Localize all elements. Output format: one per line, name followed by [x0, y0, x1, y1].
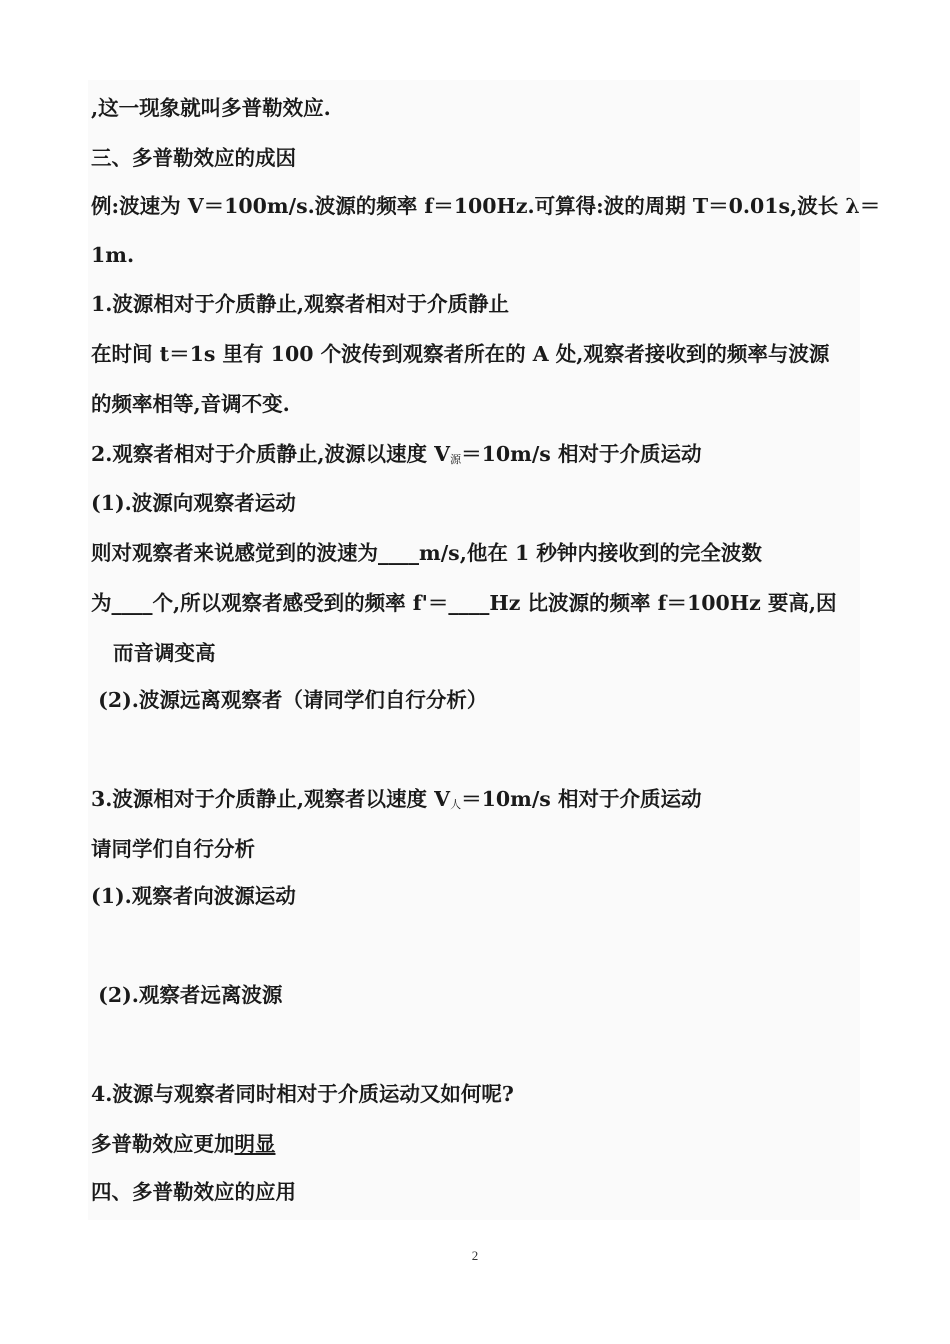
case-2-heading-part2: ＝10m/s 相对于介质运动 — [461, 442, 702, 466]
intro-conclusion-line: ,这一现象就叫多普勒效应. — [91, 96, 331, 120]
case-3-heading-part1: 3.波源相对于介质静止,观察者以速度 V — [91, 787, 451, 811]
case-1-heading: 1.波源相对于介质静止,观察者相对于介质静止 — [91, 292, 510, 316]
case-3-instruction: 请同学们自行分析 — [91, 837, 255, 861]
case-2-heading — [91, 440, 701, 474]
case-2-subcase-2: (2).波源远离观察者（请同学们自行分析） — [91, 688, 488, 712]
case-4-heading: 4.波源与观察者同时相对于介质运动又如何呢? — [91, 1082, 514, 1106]
observer-subscript: 人 — [450, 798, 462, 811]
case-2-fill-blank-1: 则对观察者来说感觉到的波速为____m/s,他在 1 秒钟内接收到的完全波数 — [91, 541, 762, 565]
source-subscript: 源 — [450, 453, 462, 466]
case-1-text-continued: 的频率相等,音调不变. — [91, 392, 290, 416]
case-1-text: 在时间 t＝1s 里有 100 个波传到观察者所在的 A 处,观察者接收到的频率与波源 — [91, 342, 830, 366]
section-heading-causes: 三、多普勒效应的成因 — [91, 146, 296, 170]
page-number: 2 — [471, 1248, 479, 1263]
case-2-subcase-1: (1).波源向观察者运动 — [91, 491, 296, 515]
case-2-heading-part1: 2.观察者相对于介质静止,波源以速度 V — [91, 442, 451, 466]
section-heading-applications: 四、多普勒效应的应用 — [91, 1180, 296, 1204]
case-4-conclusion — [91, 1130, 276, 1158]
example-line-continued: 1m. — [91, 243, 135, 267]
case-3-heading — [91, 785, 701, 819]
case-4-conclusion-part1: 多普勒效应更加 — [91, 1132, 235, 1156]
case-2-fill-blank-2: 为____个,所以观察者感受到的频率 f'＝____Hz 比波源的频率 f＝100Hz 要高,因 — [91, 591, 837, 615]
example-line: 例:波速为 V＝100m/s.波源的频率 f＝100Hz.可算得:波的周期 T＝0.01s,波长 λ＝ — [91, 194, 881, 218]
case-3-subcase-2: (2).观察者远离波源 — [91, 983, 283, 1007]
case-2-conclusion: 而音调变高 — [113, 641, 216, 665]
case-4-conclusion-underlined: 明显 — [234, 1132, 276, 1156]
case-3-subcase-1: (1).观察者向波源运动 — [91, 884, 296, 908]
case-3-heading-part2: ＝10m/s 相对于介质运动 — [461, 787, 702, 811]
